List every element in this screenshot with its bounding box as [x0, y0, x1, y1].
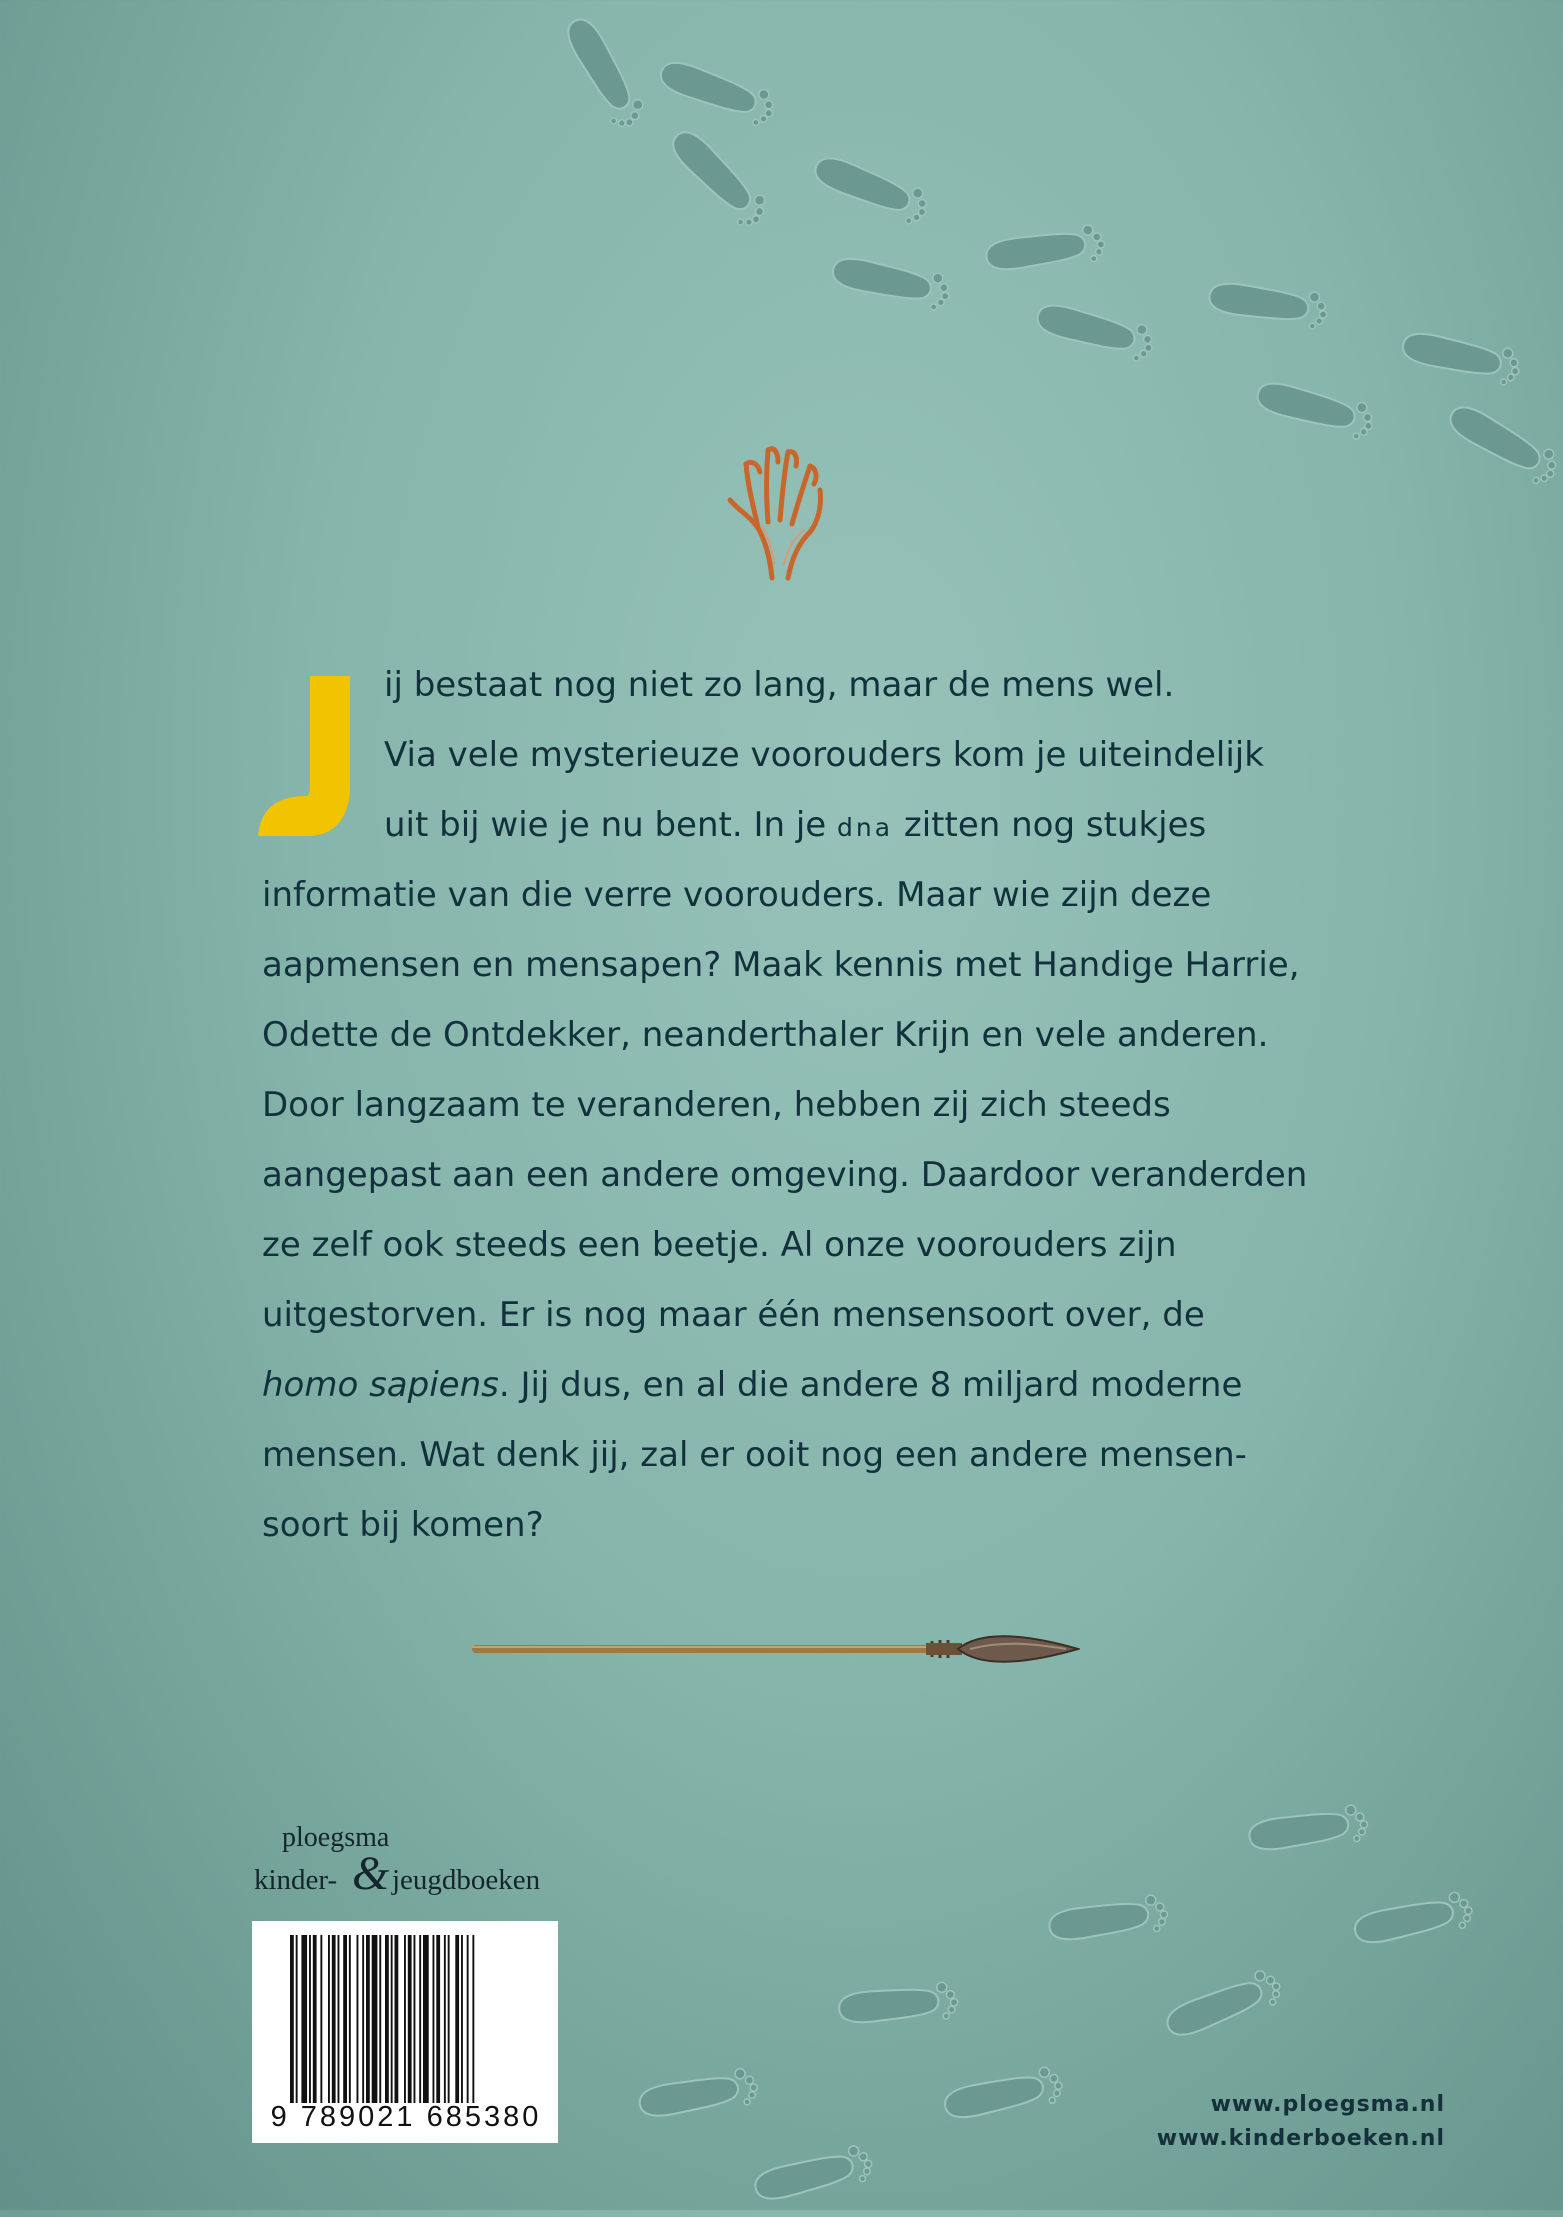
barcode-bar — [436, 1935, 440, 2103]
blurb-line: Door langzaam te veranderen, hebben zij zich steeds — [262, 1085, 1171, 1125]
barcode-bar — [448, 1935, 450, 2103]
barcode-bar — [313, 1935, 317, 2103]
footprint-icon — [1242, 1796, 1377, 1862]
barcode-bar — [423, 1935, 429, 2103]
footprint-icon — [936, 2057, 1073, 2131]
barcode — [252, 1921, 558, 2143]
footprint-icon — [824, 245, 961, 319]
footprint-icon — [1346, 1882, 1483, 1956]
spear-icon — [470, 1625, 1080, 1673]
blurb-line: Odette de Ontdekker, neanderthaler Krijn en vele anderen. — [262, 1015, 1269, 1055]
website-links — [1100, 2088, 1445, 2156]
barcode-bar — [433, 1935, 435, 2103]
barcode-bar — [414, 1935, 416, 2103]
barcode-bar — [455, 1935, 459, 2103]
blurb-fragment: . Jij dus, en al die andere 8 miljard moderne — [498, 1365, 1243, 1405]
publisher-ampersand: & — [352, 1847, 390, 1900]
blurb-line: aapmensen en mensapen? Maak kennis met Handige Harrie, — [262, 945, 1300, 985]
barcode-bar — [461, 1935, 463, 2103]
footprint-icon — [552, 6, 659, 143]
footprint-icon — [1248, 369, 1386, 449]
blurb-line: informatie van die verre voorouders. Maar wie zijn deze — [262, 875, 1212, 915]
blurb-text — [262, 650, 1392, 1560]
barcode-bar — [301, 1935, 307, 2103]
barcode-bar — [362, 1935, 364, 2103]
barcode-bar — [395, 1935, 399, 2103]
barcode-bar — [296, 1935, 298, 2103]
isbn-number: 9 789021 685380 — [270, 2101, 542, 2133]
footprint-icon — [1437, 391, 1563, 498]
barcode-bar — [467, 1935, 469, 2103]
barcode-bar — [408, 1935, 412, 2103]
url-ploegsma[interactable]: www.ploegsma.nl — [1210, 2092, 1445, 2117]
blurb-line — [262, 790, 1392, 860]
barcode-bar — [379, 1935, 381, 2103]
barcode-bar — [472, 1935, 474, 2103]
blurb-fragment: uit bij wie je nu bent. In je — [384, 805, 838, 845]
barcode-bar — [391, 1935, 393, 2103]
barcode-bar — [444, 1935, 446, 2103]
barcode-bar — [332, 1935, 336, 2103]
blurb-line: ij bestaat nog niet zo lang, maar de mens wel. — [384, 665, 1175, 705]
barcode-bar — [343, 1935, 347, 2103]
blurb-line — [262, 1350, 1392, 1420]
barcode-bar — [372, 1935, 378, 2103]
footprint-icon — [1394, 320, 1531, 394]
barcode-bar — [338, 1935, 340, 2103]
url-kinderboeken[interactable]: www.kinderboeken.nl — [1156, 2126, 1445, 2151]
publisher-name: ploegsma — [282, 1822, 390, 1853]
publisher-jeugdboeken: jeugdboeken — [392, 1864, 541, 1896]
blurb-line: uitgestorven. Er is nog maar één mensensoort over, de — [262, 1295, 1205, 1335]
blurb-line: soort bij komen? — [262, 1505, 544, 1545]
barcode-bar — [309, 1935, 311, 2103]
footprint-icon — [632, 2059, 768, 2129]
footprint-icon — [650, 47, 789, 137]
blurb-line: mensen. Wat denk jij, zal er ooit nog een andere mensen- — [262, 1435, 1247, 1475]
footprint-icon — [1028, 291, 1166, 371]
barcode-bar — [349, 1935, 351, 2103]
footprint-icon — [833, 1974, 967, 2033]
footprint-icon — [1202, 271, 1337, 337]
footprint-icon — [804, 142, 943, 235]
barcode-bar — [328, 1935, 330, 2103]
species-name: homo sapiens — [262, 1365, 499, 1405]
publisher-kinder: kinder- — [254, 1864, 338, 1896]
blurb-fragment: zitten nog stukjes — [893, 805, 1207, 845]
footprint-icon — [1156, 1957, 1295, 2050]
footprint-icon — [746, 2135, 884, 2213]
publisher-logo — [252, 1822, 582, 1902]
footprint-icon — [1042, 1886, 1177, 1952]
barcode-bar — [404, 1935, 406, 2103]
barcode-bar — [385, 1935, 389, 2103]
dna-smallcaps: dna — [837, 813, 894, 842]
footprint-icon — [979, 216, 1114, 282]
barcode-bar — [290, 1935, 294, 2103]
barcode-bar — [357, 1935, 359, 2103]
barcode-bar — [366, 1935, 370, 2103]
footprint-icon — [657, 116, 783, 242]
blurb-line: ze zelf ook steeds een beetje. Al onze voorouders zijn — [262, 1225, 1177, 1265]
blurb-line: Via vele mysterieuze voorouders kom je uiteindelijk — [384, 735, 1264, 775]
barcode-bar — [419, 1935, 421, 2103]
barcode-bars — [290, 1935, 522, 2103]
barcode-bar — [320, 1935, 322, 2103]
blurb-line: aangepast aan een andere omgeving. Daardoor veranderden — [262, 1155, 1308, 1195]
hand-icon — [718, 440, 838, 585]
